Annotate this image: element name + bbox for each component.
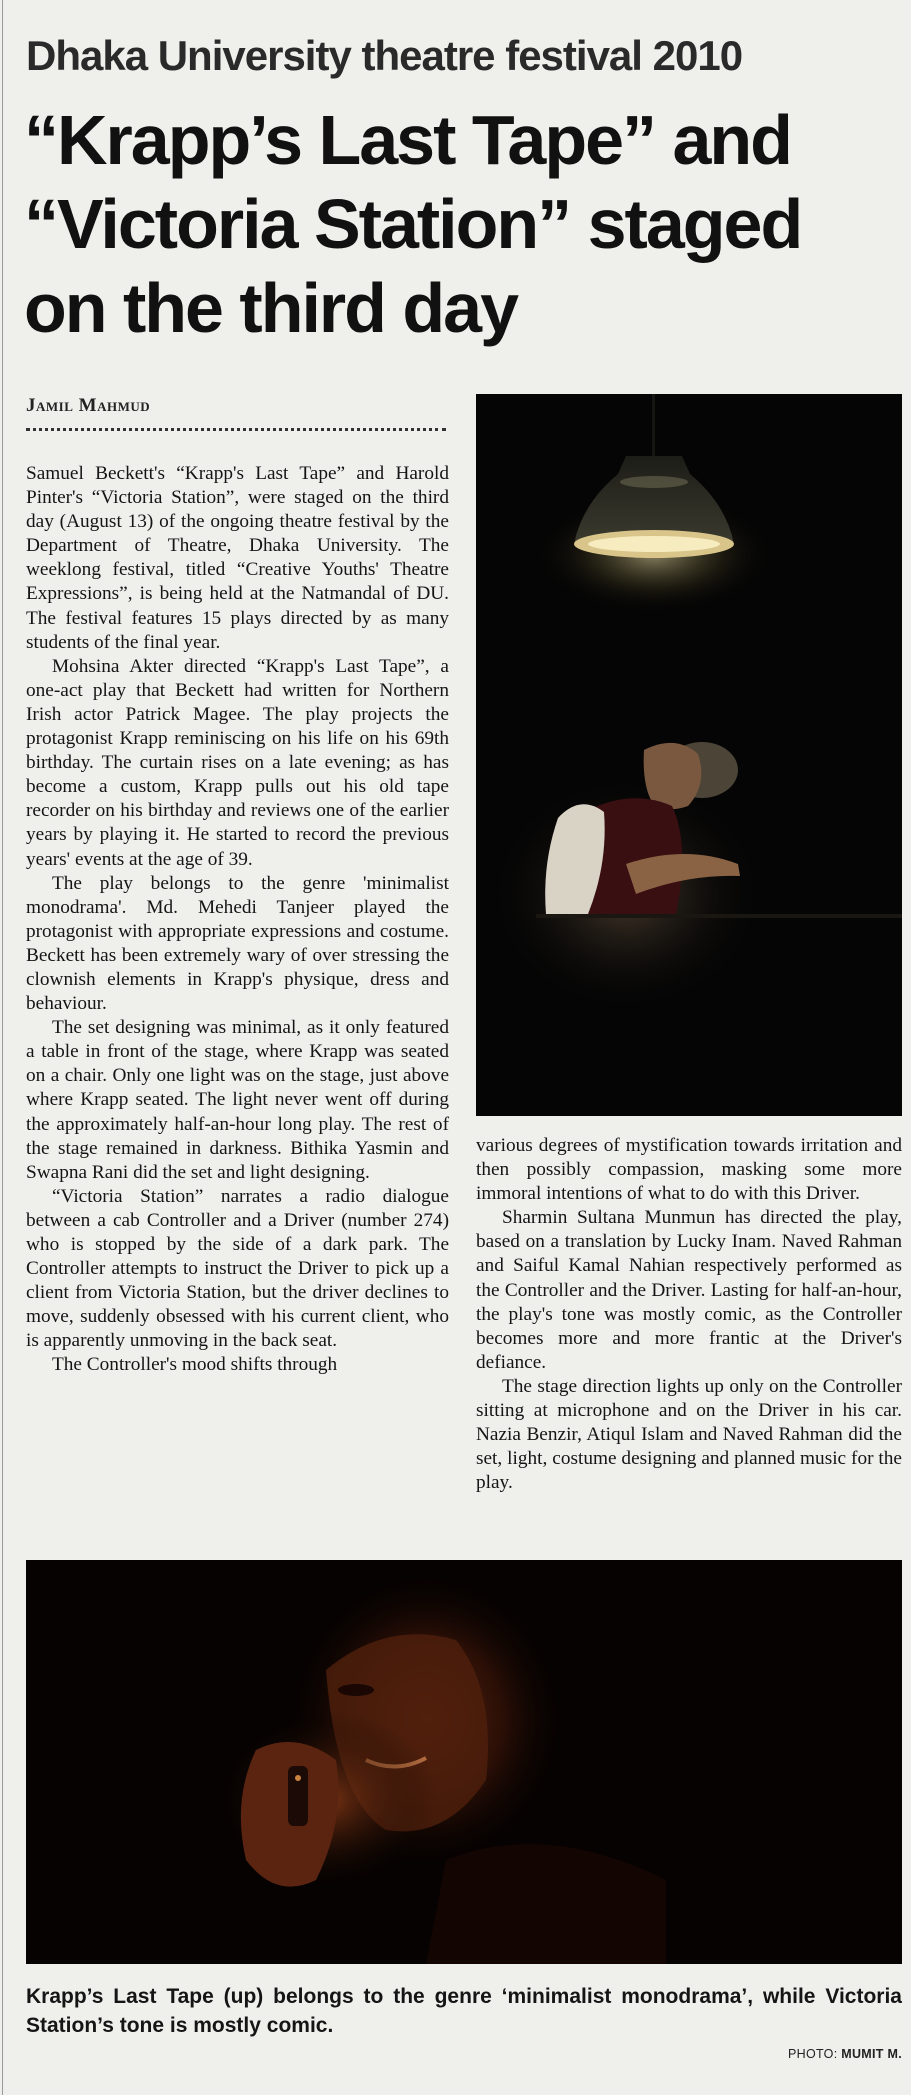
article-paragraph: The Controller's mood shifts through xyxy=(52,1354,338,1376)
article-paragraph: various degrees of mystification towards irritation and then possibly compassion, masking some more immoral intentions of what to do with this Driver. xyxy=(476,1135,902,1205)
photo-credit xyxy=(788,2047,902,2061)
article-paragraph: “Victoria Station” narrates a radio dialogue between a cab Controller and a Driver (number 274) who is stopped by the side of a dark park. The Controller attempts to instruct the Driver to pick up a client from Victoria Station, but the driver declines to move, suddenly obsessed with his current client, who is apparently unmoving in the back seat. xyxy=(26,1185,449,1352)
headline-line: “Victoria Station” staged xyxy=(24,185,802,263)
byline: Jamil Mahmud xyxy=(26,395,151,416)
article-paragraph: Mohsina Akter directed “Krapp's Last Tape”, a one-act play that Beckett had written for Northern Irish actor Patrick Magee. The play projects the protagonist Krapp reminiscing on his life on his 69th birthday. The curtain rises on a late evening; as has become a custom, Krapp pulls out his old tape recorder on his birthday and reviews one of the earlier years by playing it. He started to record the previous years' events at the age of 39. xyxy=(26,655,449,870)
stage-scene-image xyxy=(476,394,902,1116)
photo-credit-label: PHOTO: xyxy=(787,2047,838,2061)
photo-victoria-station xyxy=(26,1560,902,1964)
stage-scene-image xyxy=(26,1560,902,1964)
photo-caption: Krapp’s Last Tape (up) belongs to the genre ‘minimalist monodrama’, while Victoria Station’s tone is mostly comic. xyxy=(26,1985,902,2037)
headline-line: “Krapp’s Last Tape” and xyxy=(24,101,791,179)
article-paragraph: The stage direction lights up only on the Controller sitting at microphone and on the Driver in his car. Nazia Benzir, Atiqul Islam and Naved Rahman did the set, light, costume designing and planned music for the play. xyxy=(476,1375,902,1494)
article-column-right xyxy=(476,1134,902,1495)
photo-krapps-last-tape xyxy=(476,394,902,1116)
article-paragraph: Sharmin Sultana Munmun has directed the play, based on a translation by Lucky Inam. Naved Rahman and Saiful Kamal Nahian respectively performed as the Controller and the Driver. Lasting for half-an-hour, the play's tone was mostly comic, as the Controller becomes more and more frantic at the Driver's defiance. xyxy=(476,1207,902,1373)
headline xyxy=(24,98,884,350)
headline-line: on the third day xyxy=(24,269,517,347)
article-paragraph: The play belongs to the genre 'minimalist monodrama'. Md. Mehedi Tanjeer played the protagonist with appropriate expressions and costume. Beckett has been extremely wary of over stressing the clownish elements in Krapp's physique, dress and behaviour. xyxy=(26,872,449,1015)
article-column-left xyxy=(26,462,449,1378)
photo-credit-name: MUMIT M. xyxy=(841,2047,902,2061)
kicker: Dhaka University theatre festival 2010 xyxy=(26,32,743,79)
article-paragraph: The set designing was minimal, as it only featured a table in front of the stage, where Krapp was seated on a chair. Only one light was on the stage, just above where Krapp seated. The light never went off during the approximately half-an-hour long play. The rest of the stage remained in darkness. Bithika Yasmin and Swapna Rani did the set and light designing. xyxy=(26,1017,449,1183)
dotted-divider xyxy=(26,428,446,431)
column-rule xyxy=(2,0,3,2095)
article-paragraph: Samuel Beckett's “Krapp's Last Tape” and Harold Pinter's “Victoria Station”, were staged on the third day (August 13) of the ongoing theatre festival by the Department of Theatre, Dhaka University. The weeklong festival, titled “Creative Youths' Theatre Expressions”, is being held at the Natmandal of DU. The festival features 15 plays directed by as many students of the final year. xyxy=(26,463,449,653)
